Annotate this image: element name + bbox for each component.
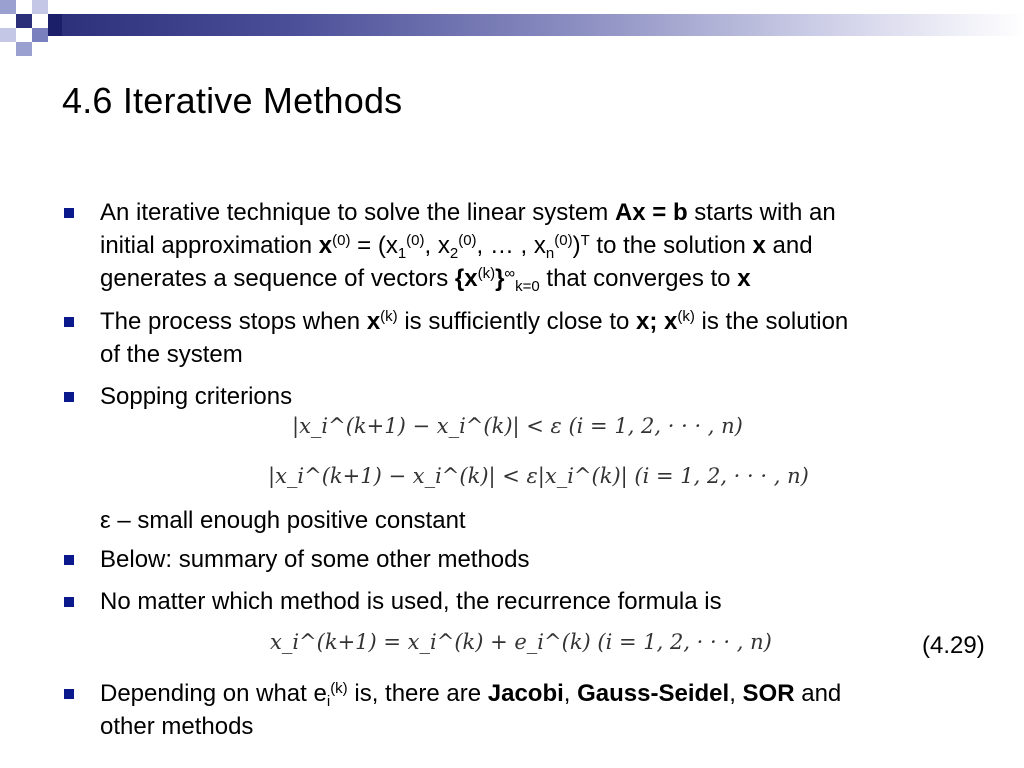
decor-square [32,0,48,14]
decor-square [32,28,48,42]
bullet-square-icon [64,555,74,565]
decor-square [0,0,16,14]
bullet-item [62,196,1024,295]
decor-square [16,14,32,28]
bullet-text: Sopping criterions [100,383,293,410]
recurrence-formula: x_i^(k+1) = x_i^(k) + e_i^(k) (i = 1, 2, · · · , n) [270,630,772,654]
bullet-text: An iterative technique to solve the linear system Ax = b starts with an initial approximation $x^{(0)} = (x_1^{(0)}$, $x_2^{(0)}$, … , $x_n^{(0)})^T$ to the solution x and generates a sequence of vectors $\{x^{(k)}\}^\infty_{k=0}$ that converges to x [100,199,836,295]
bullet-item [62,677,1024,743]
title-bar-gradient [48,14,1024,36]
bullet-item [62,543,1024,576]
bullet-item [62,585,1024,618]
bullet-square-icon [64,317,74,327]
bullet-square-icon [64,208,74,218]
bullet-square-icon [64,597,74,607]
decor-square [16,42,32,56]
equation-number: (4.29) [922,632,985,659]
bullet-text: Depending on what $e_i^{(k)}$ is, there are Jacobi, Gauss-Seidel, SOR and other methods [100,680,842,740]
epsilon-note: ε – small enough positive constant [100,507,466,534]
criterion-formula-1: |x_i^(k+1) − x_i^(k)| < ε (i = 1, 2, · · · , n) [292,414,743,438]
slide-title: 4.6 Iterative Methods [62,80,403,121]
bullet-text: The process stops when $x^{(k)}$ is sufficiently close to x; $x^{(k)}$ is the solution of the system [100,308,849,368]
bullet-text: No matter which method is used, the recurrence formula is [100,588,722,615]
decor-square [48,14,62,36]
bullet-item [62,305,1024,371]
decor-square [0,28,16,42]
bullet-text: Below: summary of some other methods [100,546,530,573]
criterion-formula-2: |x_i^(k+1) − x_i^(k)| < ε|x_i^(k)| (i = 1, 2, · · · , n) [268,464,809,488]
bullet-square-icon [64,392,74,402]
bullet-square-icon [64,689,74,699]
bullet-item [62,380,1024,413]
